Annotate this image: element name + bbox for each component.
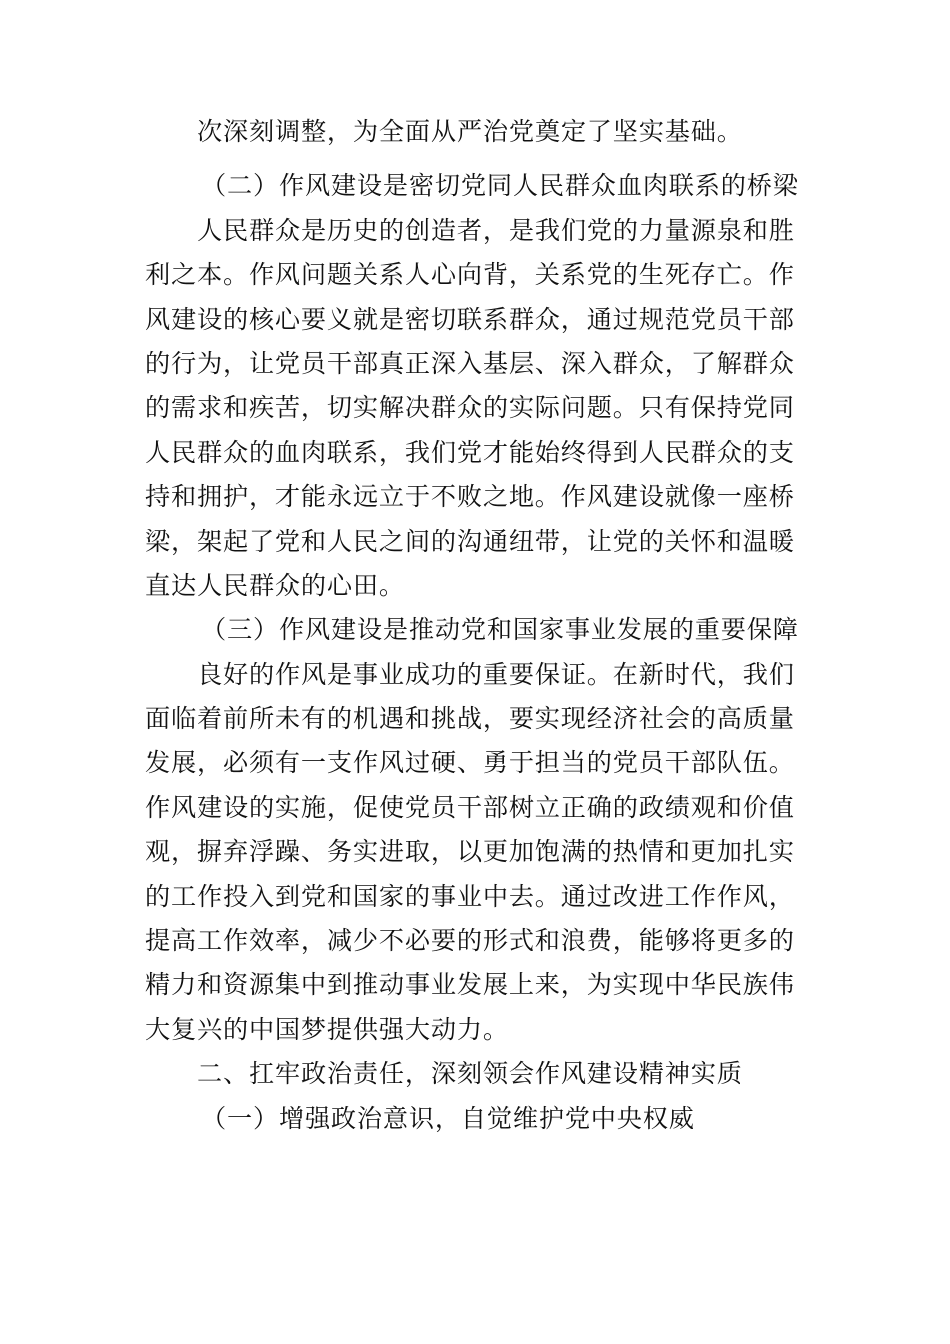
paragraph-line: 持和拥护，才能永远立于不败之地。作风建设就像一座桥 [145,482,795,512]
paragraph-line: 作风建设的实施，促使党员干部树立正确的政绩观和价值 [145,792,795,822]
paragraph-line: 的工作投入到党和国家的事业中去。通过改进工作作风， [145,881,795,911]
paragraph-line: 人民群众的血肉联系，我们党才能始终得到人民群众的支 [145,437,795,467]
paragraph-line: 利之本。作风问题关系人心向背，关系党的生死存亡。作 [145,260,795,290]
paragraph-line: 精力和资源集中到推动事业发展上来，为实现中华民族伟 [145,970,795,1000]
section-heading: （一）增强政治意识，自觉维护党中央权威 [201,1103,695,1133]
paragraph-line: 观，摒弃浮躁、务实进取，以更加饱满的热情和更加扎实 [145,837,795,867]
section-heading: （三）作风建设是推动党和国家事业发展的重要保障 [201,615,799,645]
paragraph-line: 人民群众是历史的创造者，是我们党的力量源泉和胜 [197,215,795,245]
paragraph-line: 梁，架起了党和人民之间的沟通纽带，让党的关怀和温暖 [145,526,795,556]
paragraph-line: 风建设的核心要义就是密切联系群众，通过规范党员干部 [145,304,795,334]
paragraph-line: 良好的作风是事业成功的重要保证。在新时代，我们 [197,659,795,689]
paragraph-line: 提高工作效率，减少不必要的形式和浪费，能够将更多的 [145,926,795,956]
paragraph-line: 直达人民群众的心田。 [145,570,405,600]
paragraph-line: 大复兴的中国梦提供强大动力。 [145,1014,509,1044]
paragraph-line: 的需求和疾苦，切实解决群众的实际问题。只有保持党同 [145,393,795,423]
paragraph-line: 的行为，让党员干部真正深入基层、深入群众，了解群众 [145,348,795,378]
chapter-heading: 二、扛牢政治责任，深刻领会作风建设精神实质 [197,1059,743,1089]
paragraph-line: 次深刻调整，为全面从严治党奠定了坚实基础。 [197,117,743,146]
paragraph-line: 发展，必须有一支作风过硬、勇于担当的党员干部队伍。 [145,748,795,778]
paragraph-line: 面临着前所未有的机遇和挑战，要实现经济社会的高质量 [145,704,795,734]
section-heading: （二）作风建设是密切党同人民群众血肉联系的桥梁 [201,171,799,201]
document-page [145,110,807,1141]
